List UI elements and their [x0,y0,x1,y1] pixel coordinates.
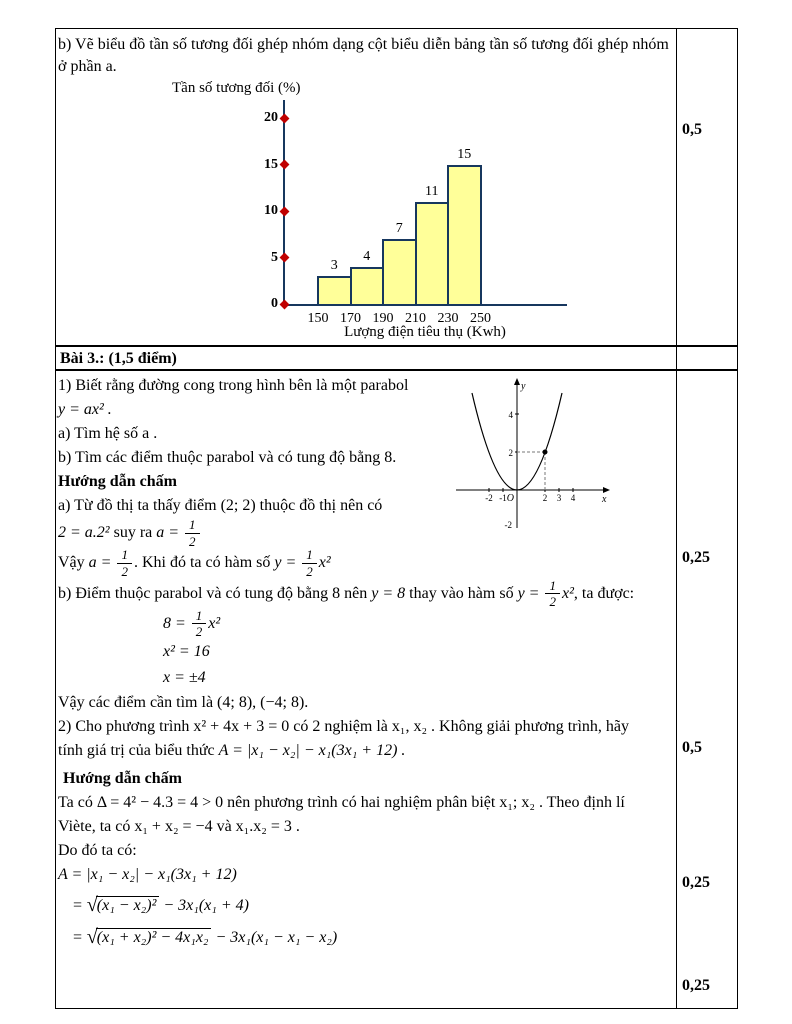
point-2-2 [543,450,548,455]
x-tick-label: 190 [372,311,394,326]
chart-y-axis [283,100,285,306]
bai3-title: Bài 3.: (1,5 điểm) [56,347,677,369]
y-tick-label: 20 [264,110,278,125]
formula-line: tính giá trị của biểu thức A = |x₁ − x₂| − x₁(3x₁ + 12) . [58,742,406,760]
parabola-figure [452,376,622,539]
equation-line: 8 = $\frac{1}{2}$ x² [163,607,221,640]
formula-line: y = ax² . [58,401,112,418]
origin-label: O [506,493,514,504]
section-b-cell [56,29,677,345]
formula-line: b) Điểm thuộc parabol và có tung độ bằng 8 nên y = 8 thay vào hàm số y = $\frac{1}{2}$ x², ta được: [58,577,635,610]
histogram-chart [170,80,650,342]
bar-value-label: 3 [330,258,338,274]
sqrt-expression: √(x₁ − x₂)² [87,892,160,918]
x-tick-label: 230 [437,311,459,326]
text-line: b) Tìm các điểm thuộc parabol và có tung độ bằng 8. [58,449,397,466]
y-tick-label: 5 [271,249,278,265]
histogram-bar [382,239,417,306]
text-line: Vậy các điểm cần tìm là (4; 8), (−4; 8). [58,694,309,712]
bai3-content-cell [56,371,677,1008]
x-tick-label: 250 [470,311,491,326]
grading-guide-heading: Hướng dẫn chấm [63,770,182,788]
bar-value-label: 7 [395,220,403,236]
text-line: 2) Cho phương trình x² + 4x + 3 = 0 có 2 nghiệm là x₁, x₂ . Không giải phương trình, hãy [58,718,630,736]
x-tick-label: 210 [405,311,426,326]
score-cell-bai3-content [677,371,737,1008]
fraction-one-half: $\frac{1}{2}$ [185,518,200,548]
equation-line: x² = 16 [163,643,210,661]
y-axis-arrow [514,378,520,385]
text-line: Viète, ta có x₁ + x₂ = −4 và x₁.x₂ = 3 . [58,818,300,836]
y-tick-marker [279,299,289,309]
score-value: 0,5 [682,739,702,756]
text-line: a) Từ đồ thị ta thấy điểm (2; 2) thuộc đồ thị nên có [58,497,383,514]
x-tick-label: -1 [499,493,507,503]
text-line: 1) Biết rằng đường cong trong hình bên là một parabol [58,377,409,394]
equation-line: = √(x₁ − x₂)² − 3x₁(x₁ + 4) [72,894,249,917]
section-b-text: b) Vẽ biểu đồ tần số tương đối ghép nhóm dạng cột biểu diễn bảng tần số tương đối ghép nhóm ở phần a. [58,36,669,75]
y-axis-label: y [521,381,526,392]
equation-block [163,609,670,691]
chart-y-axis-title: Tần số tương đối (%) [172,80,301,96]
answer-table [55,28,738,1009]
score-value: 0,5 [682,121,702,138]
score-cell-section-b [677,29,737,345]
equation-line: x = ±4 [163,669,206,687]
text-line: Ta có Δ = 4² − 4.3 = 4 > 0 nên phương trình có hai nghiệm phân biệt x₁; x₂ . Theo định lí [58,794,625,812]
fraction-one-half: $\frac{1}{2}$ [117,548,132,578]
bar-value-label: 15 [457,146,472,162]
y-tick-label: 15 [264,156,278,172]
formula-line: A = |x₁ − x₂| − x₁(3x₁ + 12) [58,866,237,884]
fraction-one-half: $\frac{1}{2}$ [192,609,207,639]
fraction-one-half: $\frac{1}{2}$ [302,548,317,578]
sqrt-symbol: √ [86,926,98,949]
x-tick-label: 2 [542,493,548,503]
x-tick-label: 4 [570,493,576,503]
x-axis-label: x [602,494,607,505]
y-tick-label: -2 [504,520,512,530]
row-section-b [56,29,737,345]
fraction-one-half: $\frac{1}{2}$ [545,579,560,609]
y-tick-marker [279,160,289,170]
grading-guide-heading: Hướng dẫn chấm [58,473,177,490]
text-line: Do đó ta có: [58,842,137,860]
histogram-bar [317,276,352,306]
x-axis-arrow [603,487,610,493]
equation-line: = √(x₁ + x₂)² − 4x₁x₂ − 3x₁(x₁ − x₁ − x₂) [72,926,338,949]
parabola-svg [452,376,614,534]
x-tick-label: 3 [556,493,562,503]
y-tick-marker [279,253,289,263]
row-bai3-content [56,371,737,1008]
chart-x-axis-title: Lượng điện tiêu thụ (Kwh) [344,324,506,340]
y-tick-marker [279,113,289,123]
text-line: a) Tìm hệ số a . [58,425,158,442]
row-bai3-header [56,345,737,371]
score-value: 0,25 [682,549,710,566]
bar-value-label: 4 [363,248,371,264]
x-tick-label: 170 [340,311,361,326]
x-tick-label: 150 [307,311,329,326]
y-tick-label: 10 [264,203,278,218]
score-value: 0,25 [682,874,710,891]
score-cell-bai3-header [677,347,737,369]
score-value: 0,25 [682,977,710,994]
y-tick-label: 4 [508,410,513,420]
x-tick-label: -2 [485,493,493,503]
histogram-bar [415,202,450,306]
formula-line: 2 = a.2² suy ra a = $\frac{1}{2}$ [58,518,670,548]
sqrt-expression: √(x₁ + x₂)² − 4x₁x₂ [87,924,212,950]
y-tick-marker [279,206,289,216]
bar-value-label: 11 [425,183,439,199]
y-tick-label: 2 [508,448,513,458]
y-tick-label: 0 [271,296,278,311]
formula-line: Vậy a = $\frac{1}{2}$ . Khi đó ta có hàm số y = $\frac{1}{2}$ x² [58,547,331,579]
histogram-bar [447,165,482,307]
histogram-bar [350,267,385,306]
sqrt-symbol: √ [86,894,98,917]
